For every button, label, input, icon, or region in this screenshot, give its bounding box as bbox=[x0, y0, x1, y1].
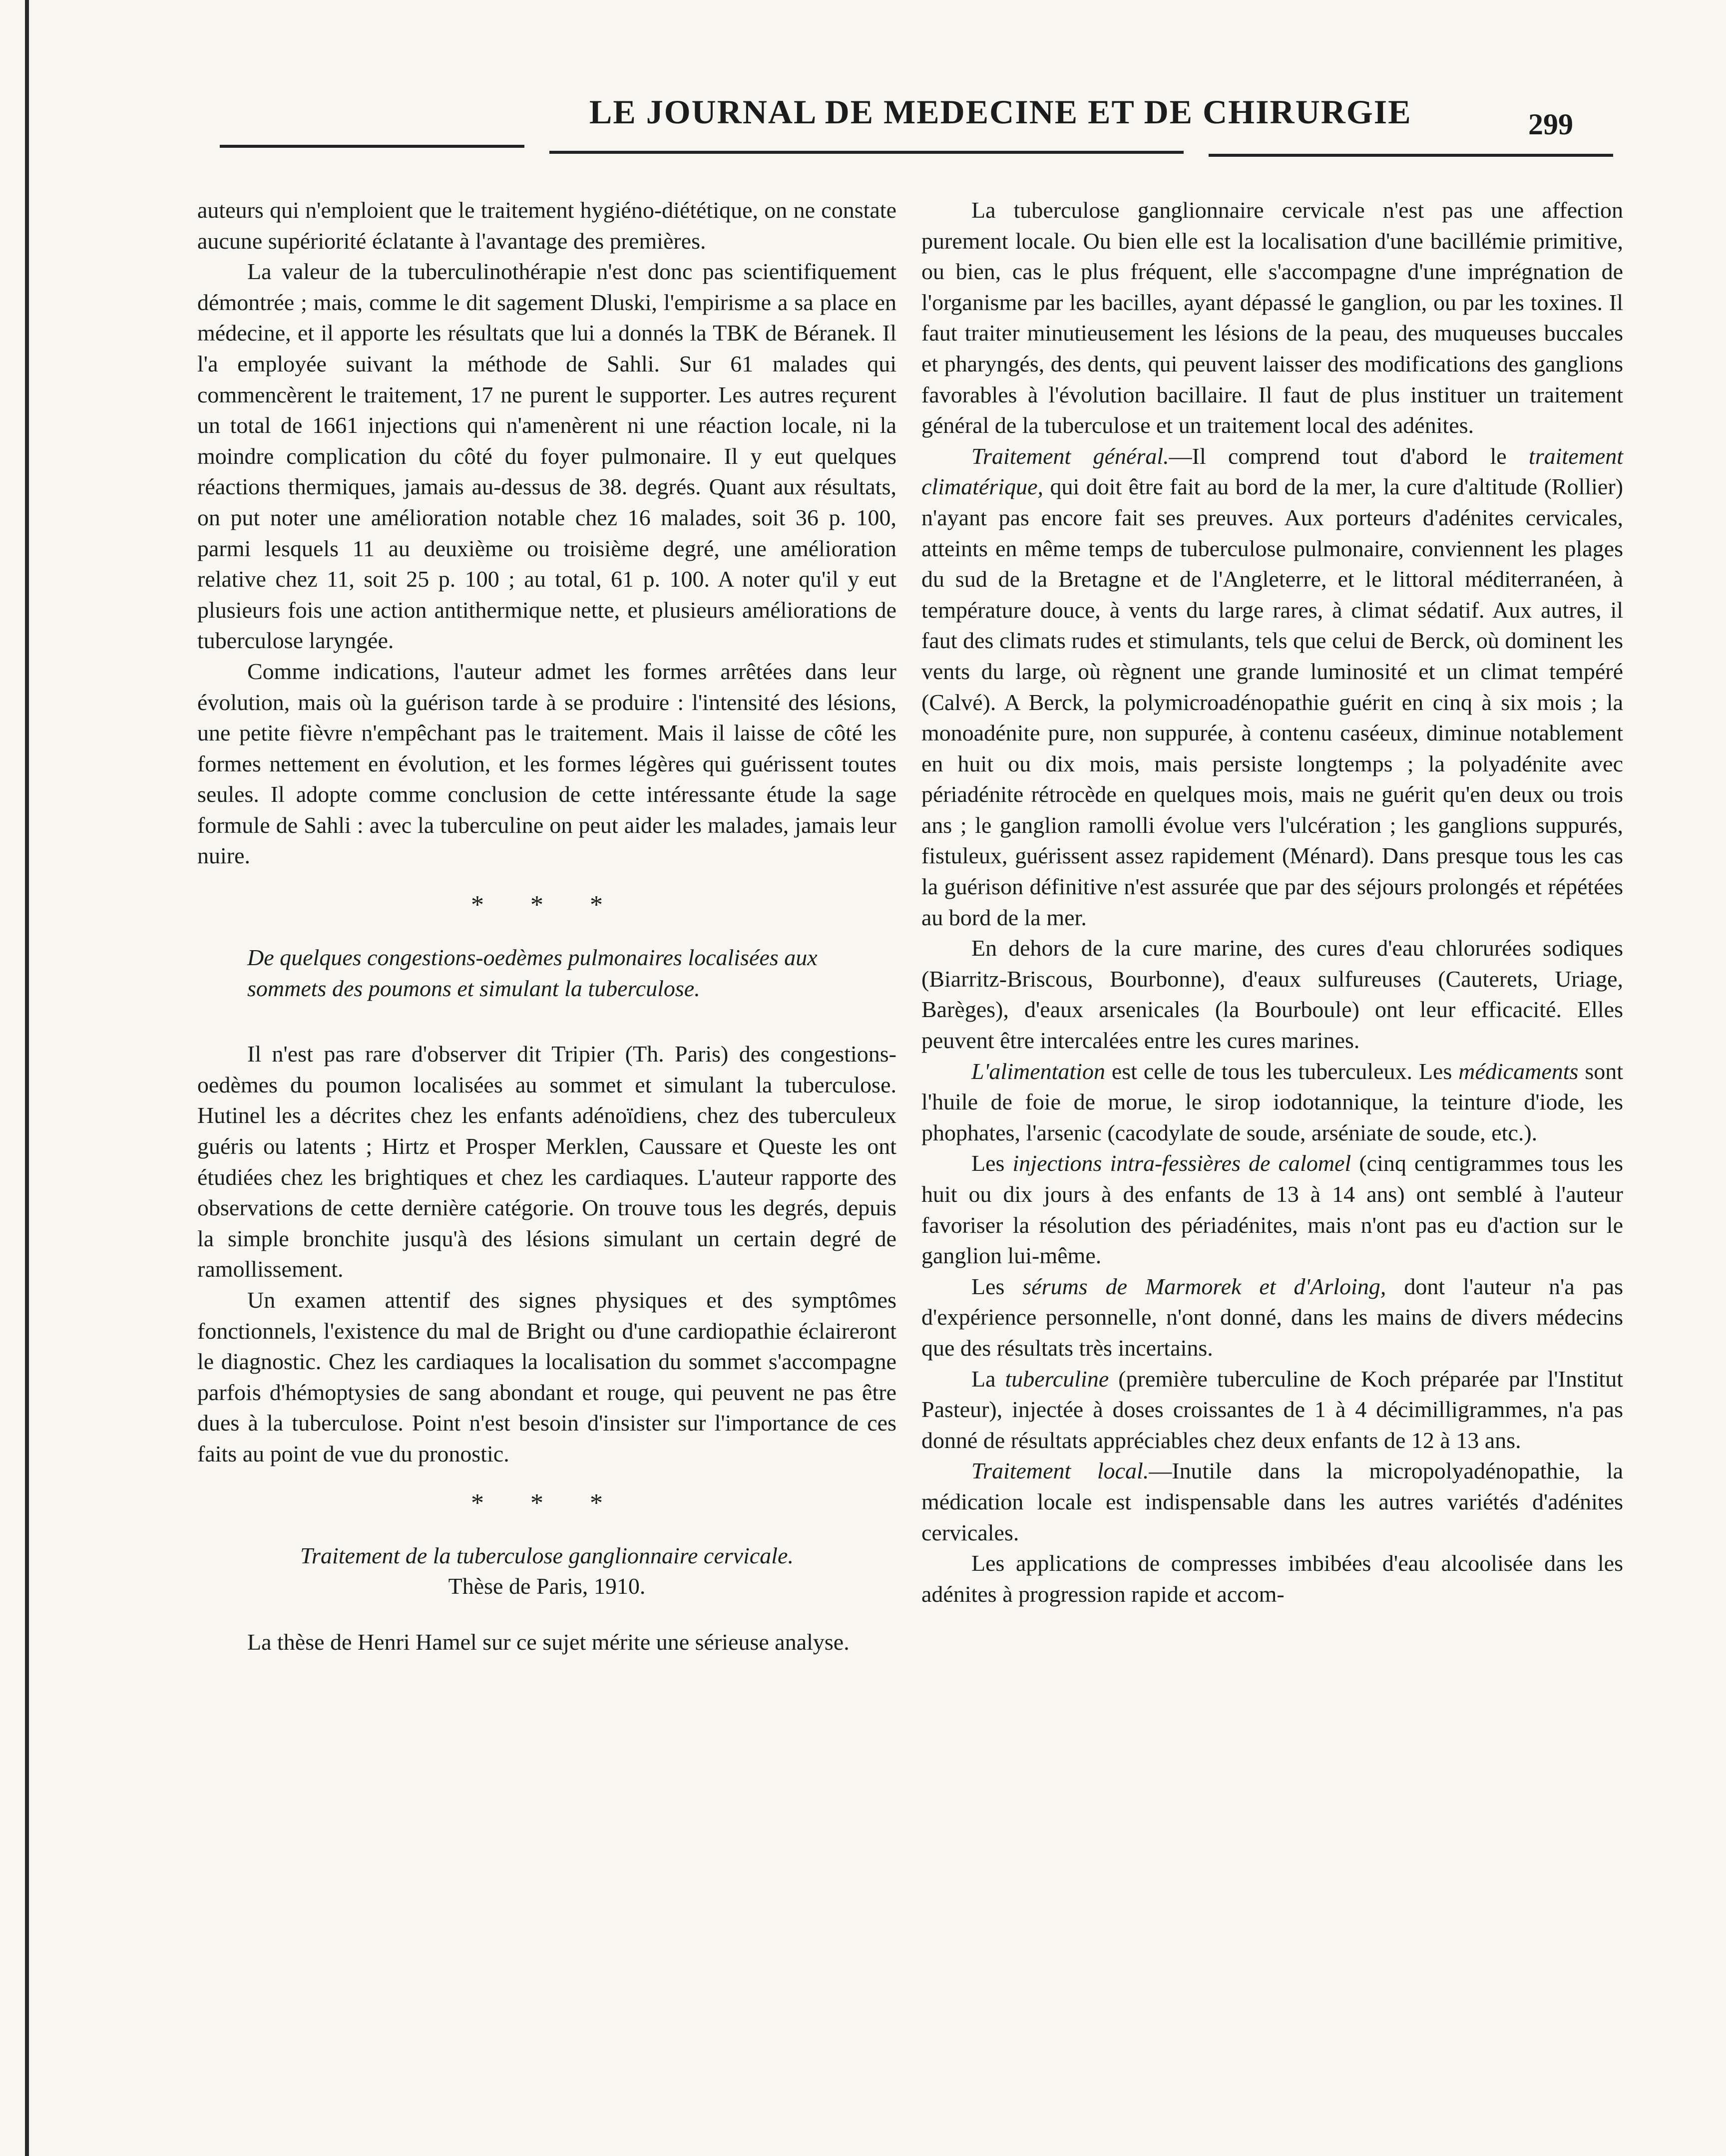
paragraph: La tuberculose ganglionnaire cervicale n'est pas une affection purement locale. Ou bien elle est la localisation d'une bacillémie primitive, ou bien, cas le plus fréquent, elle s'accompagne d'une imprégnation de l'organisme par les bacilles, ayant dépassé le ganglion, ou par les toxines. Il faut traiter minutieusement les lésions de la peau, des muqueuses buccales et pharyngés, des dents, qui peuvent laisser des modifications des ganglions favorables à l'évolution bacillaire. Il faut de plus instituer un traitement général de la tuberculose et un traitement local des adénites. bbox=[921, 197, 1623, 438]
paragraph: Un examen attentif des signes physiques et des symptômes fonctionnels, l'existence du mal de Bright ou d'une cardiopathie éclaireront le diagnostic. Chez les cardiaques la localisation du sommet s'accompagne parfois d'hémoptysies de sang abondant et rouge, qui peuvent ne pas être dues à la tuberculose. Point n'est besoin d'insister sur l'importance de ces faits au point de vue du pronostic. bbox=[197, 1287, 896, 1466]
page-header bbox=[0, 92, 1726, 152]
section-separator: * * * bbox=[471, 891, 623, 920]
paragraph: En dehors de la cure marine, des cures d'eau chlorurées sodiques (Biarritz-Briscous, Bourbonne), d'eaux sulfureuses (Cauterets, Uriage, Barèges), d'eaux arsenicales (la Bourboule) ont leur efficacité. Elles peuvent être intercalées entre les cures marines. bbox=[921, 935, 1623, 1054]
paragraph: Il n'est pas rare d'observer dit Tripier (Th. Paris) des congestions-oedèmes du poumon localisées au sommet et simulant la tuberculose. Hutinel les a décrites chez les enfants adénoïdiens, chez des tuberculeux guéris ou latents ; Hirtz et Prosper Merklen, Caussare et Queste les ont étudiées chez les brightiques et chez les cardiaques. L'auteur rapporte des observations de cette dernière catégorie. On trouve tous les degrés, depuis la simple bronchite jusqu'à des lésions simulant un certain degré de ramollissement. bbox=[197, 1041, 896, 1282]
paragraph: La valeur de la tuberculinothérapie n'est donc pas scientifiquement démontrée ; mais, comme le dit sagement Dluski, l'empirisme a sa place en médecine, et il apporte les résultats que lui a donnés la TBK de Béranek. Il l'a employée suivant la méthode de Sahli. Sur 61 malades qui commencèrent le traitement, 17 ne purent le supporter. Les autres reçurent un total de 1661 injections qui n'amenèrent ni une réaction locale, ni la moindre complication du côté du foyer pulmonaire. Il y eut quelques réactions thermiques, jamais au-dessus de 38. degrés. Quant aux résultats, on put noter une amélioration notable chez 16 malades, soit 36 p. 100, parmi lesquels 11 au deuxième ou troisième degré, une amélioration relative chez 11, soit 25 p. 100 ; au total, 61 p. 100. A noter qu'il y eut plusieurs fois une action antithermique nette, et plusieurs améliorations de tuberculose laryngée. bbox=[197, 259, 896, 654]
article-title: Traitement de la tuberculose ganglionnaire cervicale. bbox=[300, 1542, 794, 1568]
paragraph: auteurs qui n'emploient que le traitement hygiéno-diététique, on ne constate aucune supériorité éclatante à l'avantage des premières. bbox=[197, 197, 896, 254]
header-rule-center bbox=[549, 151, 1184, 154]
page-number: 299 bbox=[1528, 108, 1573, 141]
section-separator: * * * bbox=[471, 1488, 623, 1517]
header-rule-left bbox=[220, 145, 524, 148]
page-binding-edge bbox=[25, 0, 29, 2156]
paragraph: Comme indications, l'auteur admet les formes arrêtées dans leur évolution, mais où la guérison tarde à se produire : l'intensité des lésions, une petite fièvre n'empêchant pas le traitement. Mais il laisse de côté les formes nettement en évolution, et les formes légères qui guérissent toutes seules. Il adopte comme conclusion de cette intéressante étude la sage formule de Sahli : avec la tuberculine on peut aider les malades, jamais leur nuire. bbox=[197, 658, 896, 869]
section-heading: Traitement général. bbox=[971, 443, 1169, 469]
paragraph: Les injections intra-fessières de calomel (cinq centigrammes tous les huit ou dix jours à des enfants de 13 à 14 ans) ont semblé à l'auteur favoriser la résolution des périadénites, mais n'ont pas eu d'action sur le ganglion lui-même. bbox=[921, 1150, 1623, 1269]
paragraph: L'alimentation est celle de tous les tuberculeux. Les médicaments sont l'huile de foie de morue, le sirop iodotannique, la teinture d'iode, les phophates, l'arsenic (cacodylate de soude, arséniate de soude, etc.). bbox=[921, 1058, 1623, 1145]
left-column bbox=[197, 195, 896, 1657]
article-subtitle: Thèse de Paris, 1910. bbox=[448, 1573, 646, 1599]
paragraph: Les applications de compresses imbibées d'eau alcoolisée dans les adénites à progression rapide et accom- bbox=[921, 1550, 1623, 1607]
paragraph: La thèse de Henri Hamel sur ce sujet mérite une sérieuse analyse. bbox=[247, 1629, 850, 1655]
paragraph: Traitement général.—Il comprend tout d'abord le traitement climatérique, qui doit être fait au bord de la mer, la cure d'altitude (Rollier) n'ayant pas encore fait ses preuves. Aux porteurs d'adénites cervicales, atteints en même temps de tuberculose pulmonaire, conviennent les plages du sud de la Bretagne et de l'Angleterre, et le littoral méditerranéen, à température douce, à vents du large rares, à climat sédatif. Aux autres, il faut des climats rudes et stimulants, tels que celui de Berck, où dominent les vents du large, où règnent une grande luminosité et un climat tempéré (Calvé). A Berck, la polymicroadénopathie guérit en cinq à six mois ; la monoadénite pure, non suppurée, à contenu caséeux, diminue notablement en huit ou dix mois, mais persiste longtemps ; la polyadénite avec périadénite rétrocède en quelques mois, mais ne guérit qu'en deux ou trois ans ; le ganglion ramolli évolue vers l'ulcération ; les ganglions suppurés, fistuleux, guérissent assez rapidement (Ménard). Dans presque tous les cas la guérison définitive n'est assurée que par des séjours prolongés et répétées au bord de la mer. bbox=[921, 443, 1624, 930]
paragraph: Traitement local.—Inutile dans la micropolyadénopathie, la médication locale est indispensable dans les autres variétés d'adénites cervicales. bbox=[921, 1458, 1623, 1545]
header-rule-right bbox=[1209, 154, 1613, 157]
running-title: LE JOURNAL DE MEDECINE ET DE CHIRURGIE bbox=[589, 93, 1412, 131]
paragraph: Les sérums de Marmorek et d'Arloing, dont l'auteur n'a pas d'expérience personnelle, n'ont donné, dans les mains de divers médecins que des résultats très incertains. bbox=[921, 1273, 1623, 1361]
article-title: De quelques congestions-oedèmes pulmonaires localisées aux sommets des poumons et simulant la tuberculose. bbox=[247, 945, 818, 1001]
paragraph: La tuberculine (première tuberculine de Koch préparée par l'Institut Pasteur), injectée à doses croissantes de 1 à 4 décimilligrammes, n'a pas donné de résultats appréciables chez deux enfants de 12 à 13 ans. bbox=[921, 1366, 1623, 1453]
right-column bbox=[921, 195, 1623, 1609]
section-heading: Traitement local. bbox=[971, 1458, 1149, 1484]
